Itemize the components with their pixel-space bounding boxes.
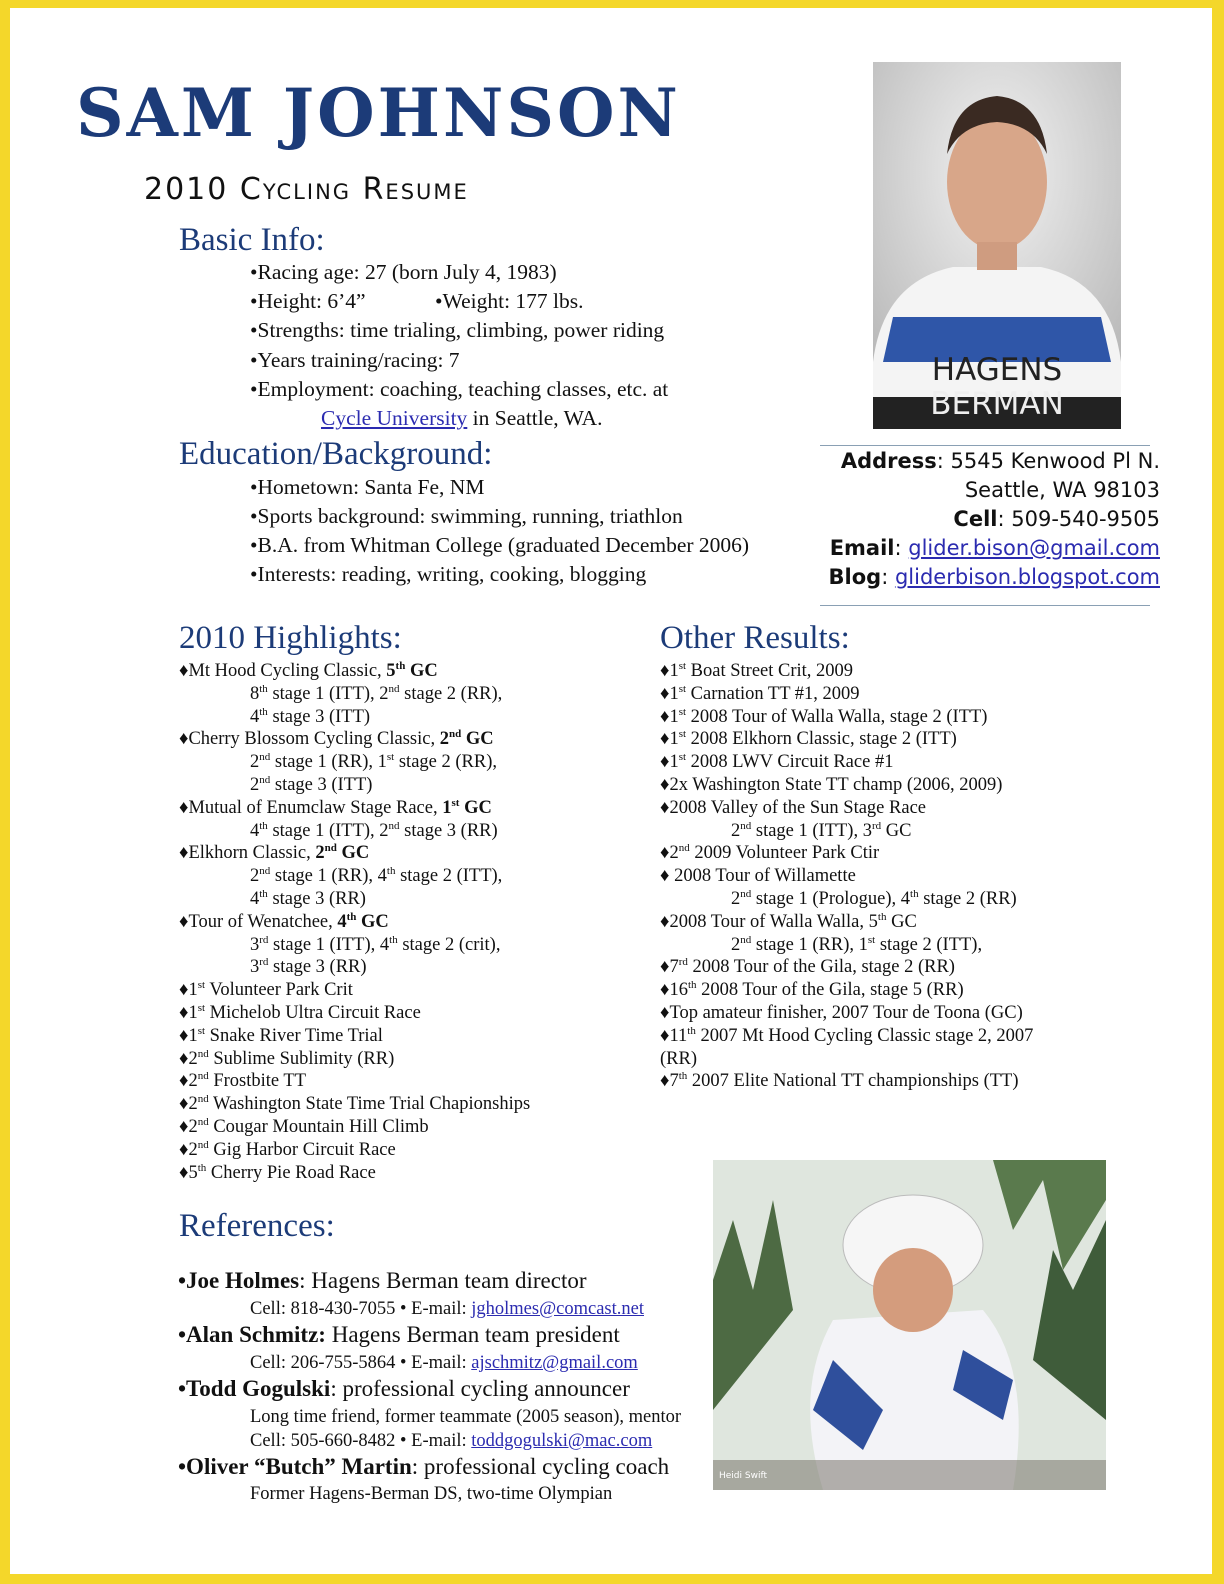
highlight-line: 8th stage 1 (ITT), 2nd stage 2 (RR),	[250, 682, 503, 704]
other-result-line: ♦2nd 2009 Volunteer Park Ctir	[660, 842, 880, 864]
other-result-line: ♦ 2008 Tour of Willamette	[660, 866, 856, 887]
reference-3-email-link[interactable]: toddgogulski@mac.com	[471, 1431, 653, 1451]
highlight-line: ♦2nd Frostbite TT	[179, 1070, 306, 1092]
reference-4-note: Former Hagens-Berman DS, two-time Olympian	[250, 1484, 613, 1504]
highlight-line: 4th stage 1 (ITT), 2nd stage 3 (RR)	[250, 819, 498, 841]
basic-info-heading: Basic Info:	[179, 222, 325, 258]
other-result-line: ♦7th 2007 Elite National TT championships (TT)	[660, 1070, 1019, 1092]
highlight-line: 3rd stage 3 (RR)	[250, 956, 367, 978]
reference-2: •Alan Schmitz: Hagens Berman team president	[178, 1322, 620, 1347]
action-photo	[713, 1160, 1106, 1490]
reference-4: •Oliver “Butch” Martin: professional cycling coach	[178, 1454, 670, 1479]
education-item: •B.A. from Whitman College (graduated December 2006)	[250, 533, 750, 557]
other-result-line: ♦1st 2008 LWV Circuit Race #1	[660, 751, 894, 773]
highlight-line: 4th stage 3 (ITT)	[250, 705, 371, 727]
contact-bottom-rule	[820, 605, 1150, 606]
reference-2-email-link[interactable]: ajschmitz@gmail.com	[471, 1353, 638, 1373]
reference-1-contact: Cell: 818-430-7055 • E-mail: jgholmes@comcast.net	[250, 1299, 644, 1319]
other-result-line: ♦7rd 2008 Tour of the Gila, stage 2 (RR)	[660, 956, 955, 978]
highlights-heading: 2010 Highlights:	[179, 620, 402, 656]
reference-1: •Joe Holmes: Hagens Berman team director	[178, 1268, 587, 1293]
strengths: •Strengths: time trialing, climbing, power riding	[250, 318, 665, 342]
cell-line: Cell: 509-540-9505	[953, 507, 1160, 531]
address-line2: Seattle, WA 98103	[964, 478, 1160, 502]
reference-3: •Todd Gogulski: professional cycling announcer	[178, 1376, 630, 1401]
highlight-line: ♦1st Michelob Ultra Circuit Race	[179, 1002, 421, 1023]
other-result-line: ♦2008 Valley of the Sun Stage Race	[660, 797, 926, 818]
highlight-line: 2nd stage 1 (RR), 1st stage 2 (RR),	[250, 751, 497, 773]
education-heading: Education/Background:	[179, 436, 493, 472]
other-result-line: 2nd stage 1 (RR), 1st stage 2 (ITT),	[731, 933, 983, 955]
highlight-line: ♦1st Volunteer Park Crit	[179, 979, 353, 1001]
highlight-line: ♦2nd Sublime Sublimity (RR)	[179, 1047, 395, 1069]
highlight-line: ♦5th Cherry Pie Road Race	[179, 1161, 376, 1183]
education-item: •Sports background: swimming, running, triathlon	[250, 504, 683, 528]
reference-1-email-link[interactable]: jgholmes@comcast.net	[471, 1299, 644, 1319]
highlight-line: ♦Mt Hood Cycling Classic, 5th GC	[179, 660, 438, 681]
email-link[interactable]: glider.bison@gmail.com	[908, 536, 1160, 560]
other-result-line: ♦1st Boat Street Crit, 2009	[660, 660, 854, 681]
employment-city: in Seattle, WA.	[467, 406, 603, 430]
portrait-photo	[873, 62, 1121, 429]
reference-2-contact: Cell: 206-755-5864 • E-mail: ajschmitz@gmail.com	[250, 1353, 638, 1373]
height: •Height: 6’4”	[250, 289, 366, 313]
weight: •Weight: 177 lbs.	[435, 289, 584, 313]
contact-top-rule	[820, 445, 1150, 446]
employment-location	[321, 406, 602, 432]
highlight-line: ♦2nd Washington State Time Trial Chapionships	[179, 1093, 531, 1115]
blog-line: Blog: gliderbison.blogspot.com	[828, 565, 1160, 589]
highlight-line: ♦Cherry Blossom Cycling Classic, 2nd GC	[179, 728, 494, 750]
other-result-line: ♦11th 2007 Mt Hood Cycling Classic stage 2, 2007	[660, 1024, 1034, 1046]
highlight-line: ♦2nd Gig Harbor Circuit Race	[179, 1138, 396, 1160]
svg-text:Heidi Swift: Heidi Swift	[719, 1471, 767, 1481]
highlight-line: ♦Tour of Wenatchee, 4th GC	[179, 910, 389, 932]
education-item: •Hometown: Santa Fe, NM	[250, 475, 485, 499]
svg-text:BERMAN: BERMAN	[930, 386, 1064, 422]
employment: •Employment: coaching, teaching classes, etc. at	[250, 377, 669, 401]
years-training: •Years training/racing: 7	[250, 348, 460, 372]
other-result-line: ♦2008 Tour of Walla Walla, 5th GC	[660, 910, 917, 932]
other-result-line: ♦1st Carnation TT #1, 2009	[660, 682, 860, 704]
references-heading: References:	[179, 1208, 335, 1244]
resume-subtitle: 2010 Cycling Resume	[144, 172, 469, 207]
highlight-line: 2nd stage 1 (RR), 4th stage 2 (ITT),	[250, 865, 503, 887]
other-result-line: ♦1st 2008 Tour of Walla Walla, stage 2 (ITT)	[660, 705, 988, 727]
highlight-line: 4th stage 3 (RR)	[250, 888, 366, 909]
email-line: Email: glider.bison@gmail.com	[829, 536, 1160, 560]
other-results-heading: Other Results:	[660, 620, 850, 656]
highlight-line: ♦2nd Cougar Mountain Hill Climb	[179, 1116, 429, 1137]
other-result-line: ♦16th 2008 Tour of the Gila, stage 5 (RR)	[660, 979, 964, 1001]
other-result-line: ♦2x Washington State TT champ (2006, 2009)	[660, 775, 1003, 795]
reference-3-contact: Cell: 505-660-8482 • E-mail: toddgogulski@mac.com	[250, 1431, 653, 1451]
education-item: •Interests: reading, writing, cooking, blogging	[250, 562, 647, 586]
highlight-line: ♦Elkhorn Classic, 2nd GC	[179, 842, 370, 864]
racing-age: •Racing age: 27 (born July 4, 1983)	[250, 260, 557, 284]
highlight-line: 3rd stage 1 (ITT), 4th stage 2 (crit),	[250, 933, 501, 955]
highlight-line: ♦1st Snake River Time Trial	[179, 1024, 383, 1046]
other-result-line: ♦1st 2008 Elkhorn Classic, stage 2 (ITT)	[660, 728, 957, 750]
resume-page	[10, 8, 1212, 1574]
other-result-line: 2nd stage 1 (Prologue), 4th stage 2 (RR)	[731, 888, 1017, 909]
other-result-line: ♦Top amateur finisher, 2007 Tour de Toona (GC)	[660, 1003, 1023, 1023]
name-heading: SAM JOHNSON	[76, 74, 681, 152]
reference-3-note: Long time friend, former teammate (2005 season), mentor	[250, 1407, 682, 1427]
blog-link[interactable]: gliderbison.blogspot.com	[894, 565, 1160, 589]
address-line1: Address: 5545 Kenwood Pl N.	[840, 449, 1160, 473]
other-result-line: (RR)	[660, 1048, 697, 1069]
svg-text:HAGENS: HAGENS	[931, 352, 1063, 388]
cycle-university-link[interactable]: Cycle University	[321, 406, 468, 430]
highlight-line: 2nd stage 3 (ITT)	[250, 774, 373, 795]
other-result-line: 2nd stage 1 (ITT), 3rd GC	[731, 819, 912, 841]
highlight-line: ♦Mutual of Enumclaw Stage Race, 1st GC	[179, 796, 492, 818]
